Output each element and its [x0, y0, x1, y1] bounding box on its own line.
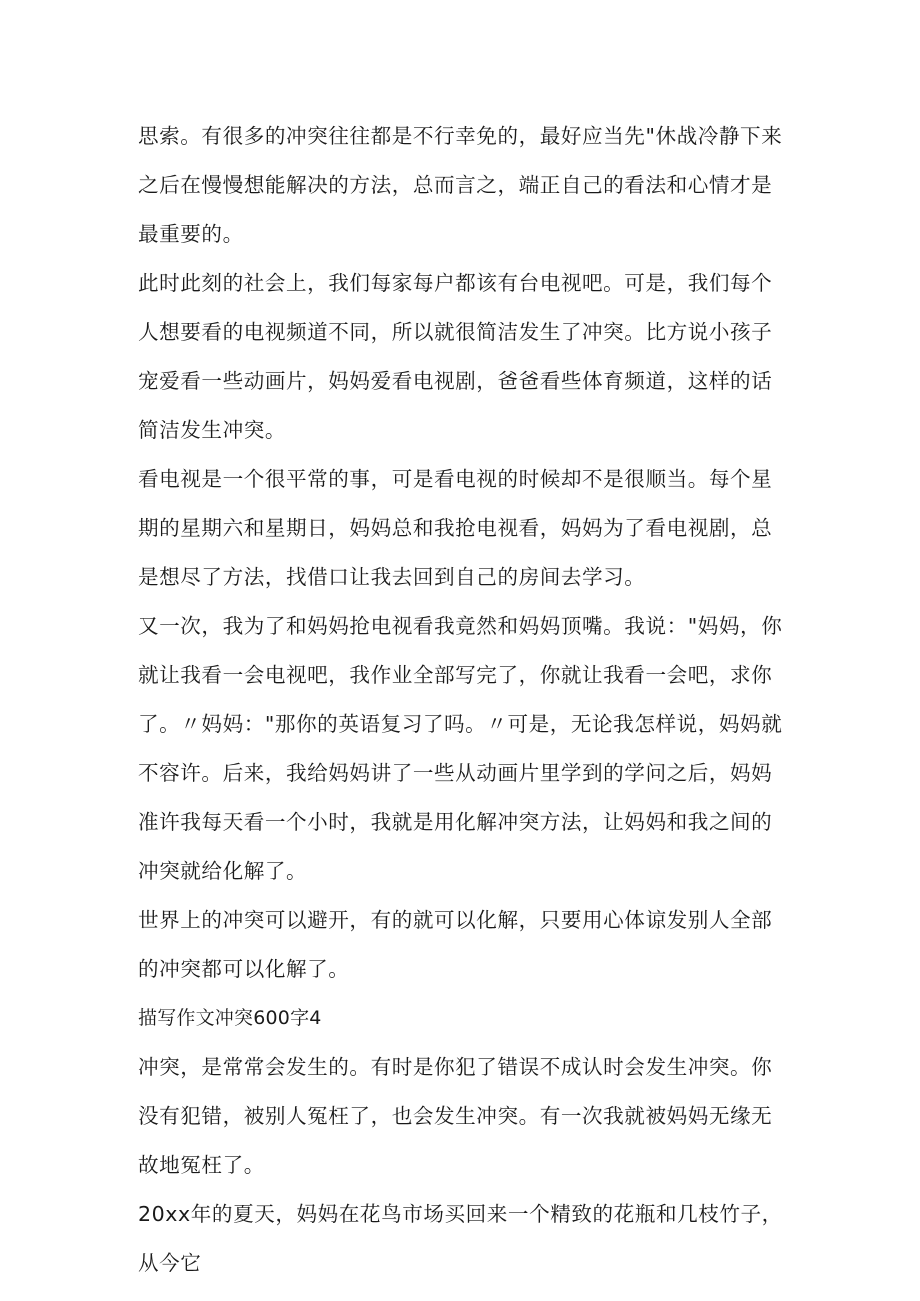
paragraph-1: 思索。有很多的冲突往往都是不行幸免的，最好应当先"休战冷静下来之后在慢慢想能解决的方法，总而言之，端正自己的看法和心情才是最重要的。: [138, 124, 783, 246]
paragraph-6: 冲突，是常常会发生的。有时是你犯了错误不成认时会发生冲突。你没有犯错，被别人冤枉了，也会发生冲突。有一次我就被妈妈无缘无故地冤枉了。: [138, 1055, 773, 1177]
section-heading: 描写作文冲突600字4: [138, 1007, 322, 1029]
paragraph-2: 此时此刻的社会上，我们每家每户都该有台电视吧。可是，我们每个人想要看的电视频道不同，所以就很简洁发生了冲突。比方说小孩子宠爱看一些动画片，妈妈爱看电视剧，爸爸看些体育频道，这样的话简洁发生冲突。: [138, 271, 773, 442]
paragraph-4: 又一次，我为了和妈妈抢电视看我竟然和妈妈顶嘴。我说："妈妈，你就让我看一会电视吧，我作业全部写完了，你就让我看一会吧，求你了。〃妈妈："那你的英语复习了吗。〃可是，无论我怎样说，妈妈就不容许。后来，我给妈妈讲了一些从动画片里学到的学问之后，妈妈准许我每天看一个小时，我就是用化解冲突方法，让妈妈和我之间的冲突就给化解了。: [138, 614, 783, 883]
paragraph-3: 看电视是一个很平常的事，可是看电视的时候却不是很顺当。每个星期的星期六和星期日，妈妈总和我抢电视看，妈妈为了看电视剧，总是想尽了方法，找借口让我去回到自己的房间去学习。: [138, 467, 773, 589]
document-body: [138, 112, 790, 1288]
paragraph-5: 世界上的冲突可以避开，有的就可以化解，只要用心体谅发别人全部的冲突都可以化解了。: [138, 908, 773, 981]
paragraph-7: 20xx年的夏天，妈妈在花鸟市场买回来一个精致的花瓶和几枝竹子，从今它: [138, 1202, 783, 1275]
